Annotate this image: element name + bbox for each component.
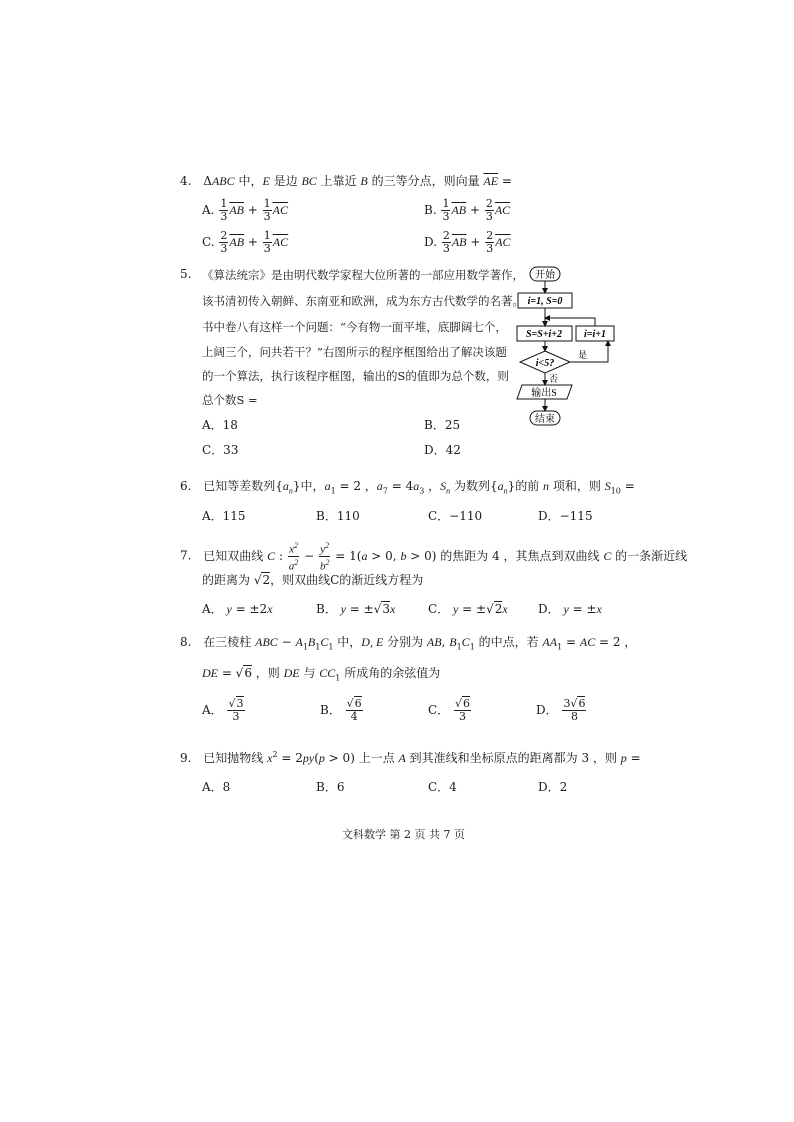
q5-line-6: 总个数S = (202, 393, 258, 407)
page-footer: 文科数学 第 2 页 共 7 页 (342, 828, 465, 841)
q9-stem: 9. 已知抛物线 $x^2 = 2py(p > 0)$ 上一点 A 到其准线和坐标原点的距离都为 3 ，则 p = (180, 750, 641, 765)
q7-option-c[interactable]: C． y = ±√2x (428, 602, 508, 616)
flow-init-label: i=1, S=0 (527, 296, 563, 307)
q5-option-a[interactable]: A．18 (202, 418, 238, 432)
q8-option-a[interactable]: A． $\frac{√3}{3}$ (202, 697, 244, 723)
flow-start-label: 开始 (535, 270, 555, 281)
q7-option-d[interactable]: D． y = ±x (538, 602, 602, 616)
q5-line-4: 上阔三个，问共若干？”右图所示的程序框图给出了解决该题 (202, 345, 507, 359)
q5-option-c[interactable]: C．33 (202, 443, 239, 457)
q5-line-2: 该书清初传入朝鲜、东南亚和欧洲，成为东方古代数学的名著。 (202, 294, 524, 308)
q6-option-c[interactable]: C．−110 (428, 509, 483, 523)
q9-option-b[interactable]: B．6 (316, 780, 345, 794)
flow-no-label: 否 (549, 374, 559, 384)
q5-line-5: 的一个算法，执行该程序框图，输出的S的值即为总个数，则 (202, 369, 509, 383)
q7-option-b[interactable]: B． y = ±√3x (316, 602, 396, 616)
q8-option-d[interactable]: D． $\frac{3√6}{8}$ (536, 697, 586, 723)
q5-line-3: 书中卷八有这样一个问题：“今有物一面平堆，底脚阔七个， (202, 320, 507, 334)
q7-stem: 7. 已知双曲线 C : $\frac{x^2}{a^2}$ − $\frac{y^2}{b^2}$ = 1(a > 0, b > 0) 的焦距为 4 ，其焦点到双曲线 C 的一条渐近线 (180, 541, 688, 573)
q7-line-2: 的距离为 √2，则双曲线C的渐近线方程为 (202, 573, 424, 587)
flow-output-label: 输出S (531, 388, 557, 399)
q4-option-c[interactable]: C. $\frac{2}{3}$ $\overline{AB}$ + $\frac{1}{3}$ $\overline{AC}$ (202, 229, 289, 255)
flow-step-label: S=S+i+2 (526, 329, 562, 340)
flow-inc-label: i=i+1 (584, 329, 606, 340)
q5-option-b[interactable]: B．25 (424, 418, 461, 432)
q6-option-a[interactable]: A．115 (202, 509, 246, 523)
q8-option-c[interactable]: C． $\frac{√6}{3}$ (428, 697, 471, 723)
q7-option-a[interactable]: A． y = ±2x (202, 602, 273, 616)
q5-option-d[interactable]: D．42 (424, 443, 461, 457)
q8-stem: 8. 在三棱柱 ABC − $A_1B_1C_1$ 中，D, E 分别为 AB, $B_1C_1$ 的中点，若 $AA_1$ = AC = 2 ， (180, 635, 637, 652)
flow-end-label: 结束 (535, 414, 555, 425)
q5-flowchart (512, 264, 622, 434)
q5-line-1: 《算法统宗》是由明代数学家程大位所著的一部应用数学著作， (202, 268, 524, 282)
q9-option-d[interactable]: D．2 (538, 780, 568, 794)
q6-option-d[interactable]: D．−115 (538, 509, 593, 523)
q8-option-b[interactable]: B． $\frac{√6}{4}$ (320, 697, 362, 723)
q4-option-a[interactable]: A. $\frac{1}{3}$ $\overline{AB}$ + $\frac{1}{3}$ $\overline{AC}$ (202, 197, 289, 223)
q5-number: 5. (180, 267, 192, 281)
q8-line-2: DE = √6 ，则 DE 与 $CC_1$ 所成角的余弦值为 (202, 666, 441, 683)
q6-option-b[interactable]: B．110 (316, 509, 360, 523)
q4-option-b[interactable]: B. $\frac{1}{3}$ $\overline{AB}$ + $\frac{2}{3}$ $\overline{AC}$ (424, 197, 511, 223)
q4-number: 4. (180, 174, 192, 188)
flow-yes-label: 是 (578, 350, 588, 360)
q6-stem: 6. 已知等差数列$\{a_n\}$中，$a_1 = 2$ ，$a_7 = 4a_3$ ，$S_n$ 为数列$\{a_n\}$的前 n 项和，则 $S_{10}$ = (180, 479, 635, 496)
q9-option-a[interactable]: A．8 (202, 780, 231, 794)
q9-option-c[interactable]: C．4 (428, 780, 457, 794)
q4-option-d[interactable]: D. $\frac{2}{3}$ $\overline{AB}$ + $\frac{2}{3}$ $\overline{AC}$ (424, 229, 511, 255)
q4-stem: 4. ΔABC 中，E 是边 BC 上靠近 B 的三等分点，则向量 $\overline{AE}$ = (180, 174, 512, 188)
flow-cond-label: i<5? (535, 358, 555, 369)
